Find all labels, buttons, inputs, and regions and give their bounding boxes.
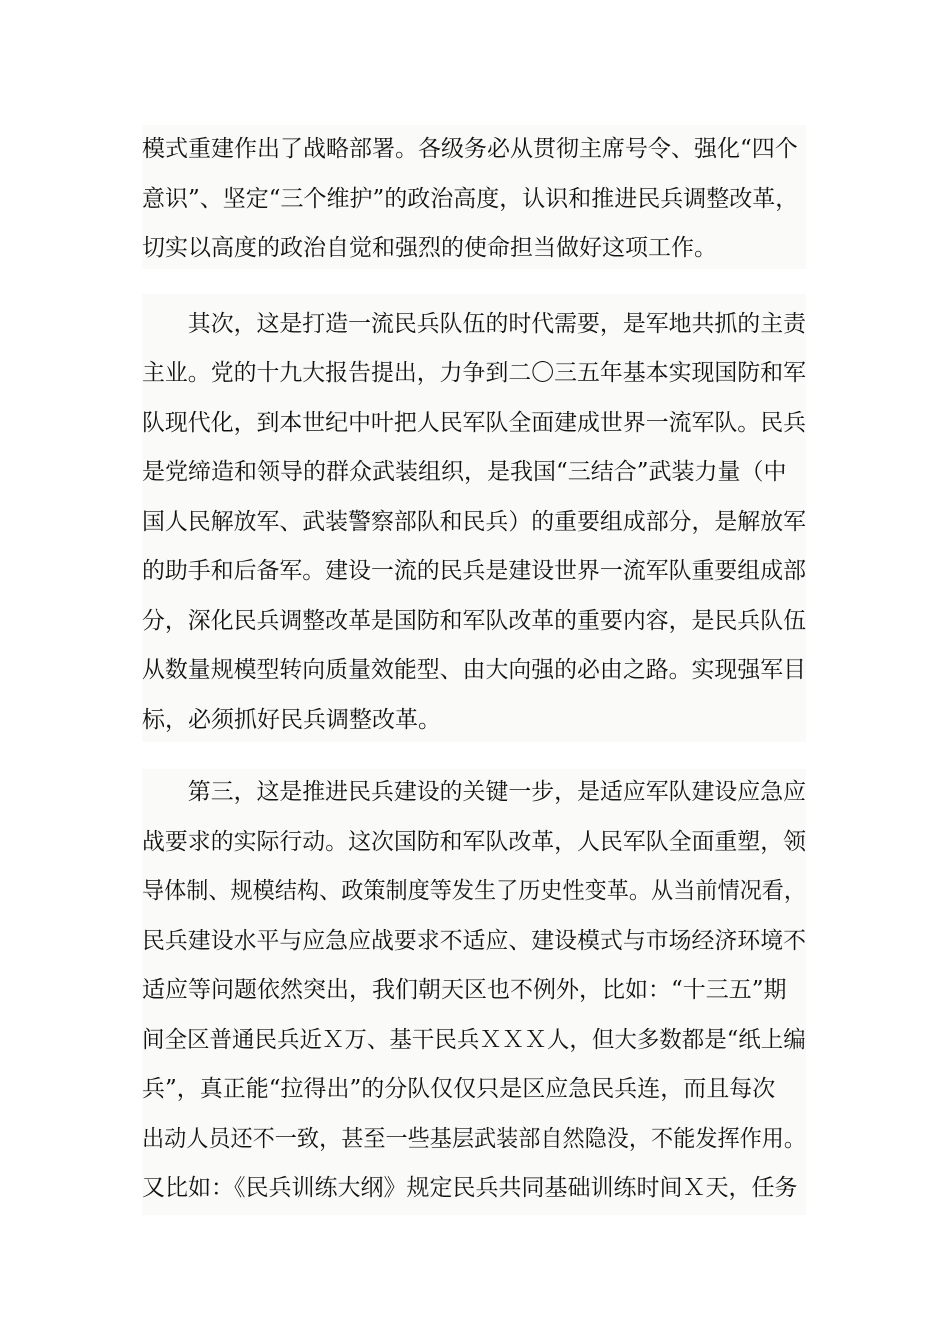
text-line: 民兵建设水平与应急应战要求不适应、建设模式与市场经济环境不 bbox=[142, 928, 806, 954]
text-line: 战要求的实际行动。这次国防和军队改革，人民军队全面重塑，领 bbox=[142, 829, 806, 855]
text-line: 又比如：《民兵训练大纲》规定民兵共同基础训练时间Ｘ天，任务 bbox=[142, 1175, 798, 1201]
text-line: 意识”、坚定“三个维护”的政治高度，认识和推进民兵调整改革， bbox=[142, 186, 799, 212]
text-line: 是党缔造和领导的群众武装组织，是我国“三结合”武装力量（中 bbox=[142, 459, 787, 485]
text-line: 分，深化民兵调整改革是国防和军队改革的重要内容，是民兵队伍 bbox=[142, 608, 806, 634]
text-line: 导体制、规模结构、政策制度等发生了历史性变革。从当前情况看， bbox=[142, 878, 806, 904]
text-line: 切实以高度的政治自觉和强烈的使命担当做好这项工作。 bbox=[142, 235, 717, 261]
paragraph-3 bbox=[142, 769, 806, 1215]
text-line: 间全区普通民兵近Ｘ万、基干民兵ＸＸＸ人，但大多数都是“纸上编 bbox=[142, 1027, 806, 1053]
text-line: 标，必须抓好民兵调整改革。 bbox=[142, 707, 441, 733]
text-line: 队现代化，到本世纪中叶把人民军队全面建成世界一流军队。民兵 bbox=[142, 410, 806, 436]
text-line: 出动人员还不一致，甚至一些基层武装部自然隐没，不能发挥作用。 bbox=[142, 1126, 806, 1152]
text-line: 其次，这是打造一流民兵队伍的时代需要，是军地共抓的主责 bbox=[142, 311, 806, 337]
text-line: 国人民解放军、武装警察部队和民兵）的重要组成部分，是解放军 bbox=[142, 509, 806, 535]
paragraph-2 bbox=[142, 294, 806, 742]
text-line: 的助手和后备军。建设一流的民兵是建设世界一流军队重要组成部 bbox=[142, 558, 806, 584]
text-line: 兵”，真正能“拉得出”的分队仅仅只是区应急民兵连，而且每次 bbox=[142, 1076, 776, 1102]
text-line: 从数量规模型转向质量效能型、由大向强的必由之路。实现强军目 bbox=[142, 657, 806, 683]
text-line: 适应等问题依然突出，我们朝天区也不例外，比如：“十三五”期 bbox=[142, 977, 787, 1003]
text-line: 第三，这是推进民兵建设的关键一步，是适应军队建设应急应 bbox=[142, 779, 806, 805]
paragraph-1 bbox=[142, 125, 806, 269]
text-line: 主业。党的十九大报告提出，力争到二〇三五年基本实现国防和军 bbox=[142, 360, 806, 386]
text-line: 模式重建作出了战略部署。各级务必从贯彻主席号令、强化“四个 bbox=[142, 136, 798, 162]
